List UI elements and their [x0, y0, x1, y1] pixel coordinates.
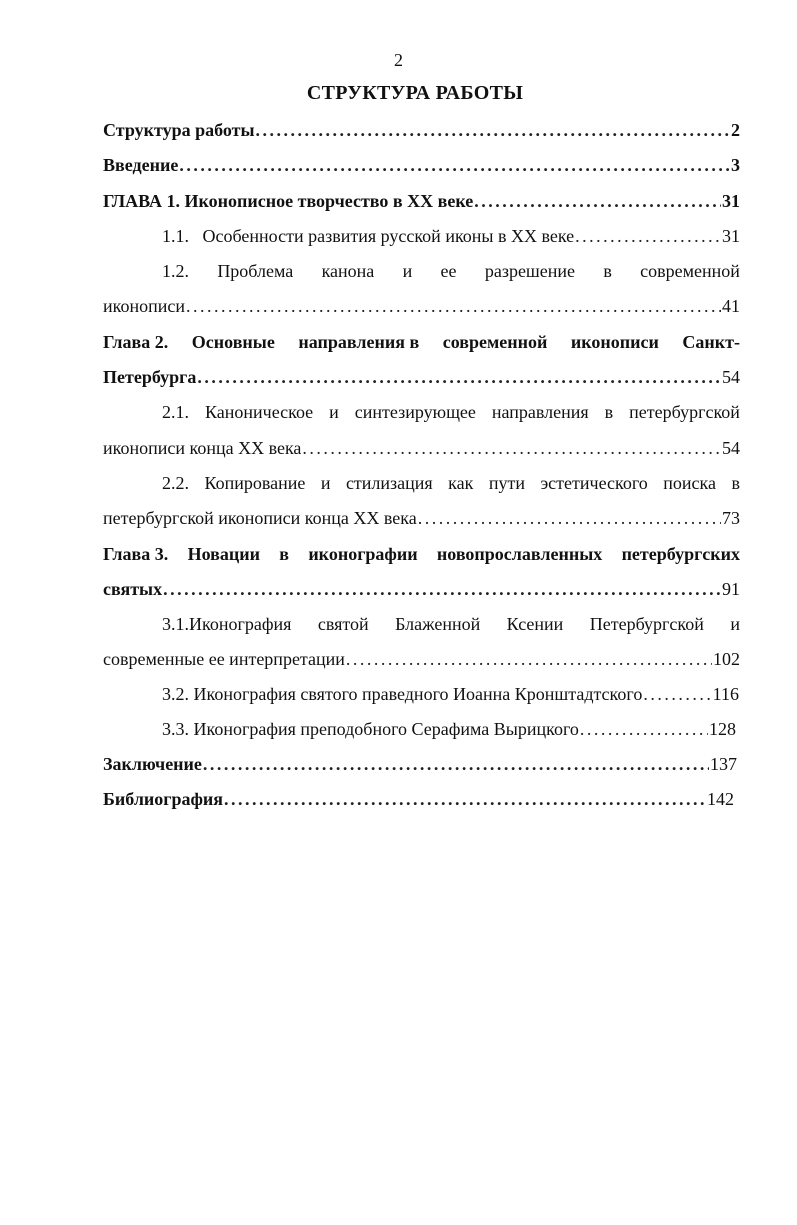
toc-entry-title: ГЛАВА 1. Иконописное творчество в XX веке	[103, 191, 474, 211]
toc-page-number: 3	[731, 155, 740, 175]
toc-word: новопрославленных	[436, 544, 603, 564]
toc-word: петербургских	[621, 544, 740, 564]
toc-page-number: 137	[710, 754, 737, 774]
dot-leader	[203, 751, 709, 777]
toc-entry-title: иконописи конца XX века	[103, 438, 302, 458]
toc-word: 3.1.Иконография	[162, 614, 292, 634]
toc-entry-bibliography[interactable]	[103, 786, 734, 812]
toc-word: в	[603, 261, 612, 281]
toc-entry-title: 3.2. Иконография святого праведного Иоанна Кронштадтского	[162, 684, 643, 704]
toc-entry-chapter-1[interactable]	[103, 188, 740, 214]
dot-leader	[197, 364, 721, 390]
toc-entry-chapter-3-line-1[interactable]	[103, 541, 740, 567]
toc-word: в	[731, 473, 740, 493]
toc-entry-title: иконописи	[103, 296, 185, 316]
dot-leader	[418, 505, 721, 531]
toc-word: святой	[317, 614, 369, 634]
toc-word: и	[730, 614, 740, 634]
toc-entry-title: Библиография	[103, 789, 224, 809]
toc-page-number: 142	[707, 789, 734, 809]
toc-word: и	[402, 261, 413, 281]
toc-entry-section-3-2[interactable]	[162, 681, 739, 707]
toc-word: Глава 3.	[103, 544, 169, 564]
toc-entry-section-1-2-line-2[interactable]	[103, 293, 740, 319]
toc-word: ее	[440, 261, 457, 281]
toc-entry-intro[interactable]	[103, 152, 740, 178]
toc-entry-chapter-3-line-2[interactable]	[103, 576, 740, 602]
toc-word: в	[604, 402, 614, 422]
toc-page-number: 73	[722, 508, 740, 528]
toc-entry-section-3-1-line-1[interactable]	[162, 611, 740, 637]
toc-entry-title: 3.3. Иконография преподобного Серафима Вырицкого	[162, 719, 579, 739]
toc-word: Блаженной	[395, 614, 481, 634]
toc-word: поиска	[663, 473, 716, 493]
dot-leader	[163, 576, 721, 602]
dot-leader	[346, 646, 712, 672]
toc-entry-section-3-3[interactable]	[162, 716, 736, 742]
page-title: СТРУКТУРА РАБОТЫ	[306, 82, 524, 104]
toc-word: направления	[491, 402, 589, 422]
toc-entry-section-2-1-line-2[interactable]	[103, 435, 740, 461]
toc-word: пути	[488, 473, 525, 493]
toc-word: Глава 2.	[103, 332, 169, 352]
toc-word: иконописи	[570, 332, 659, 352]
toc-entry-title: Введение	[103, 155, 179, 175]
toc-word: в	[279, 544, 289, 564]
toc-word: Копирование	[204, 473, 306, 493]
toc-word: 2.2.	[162, 473, 189, 493]
toc-word: современной	[640, 261, 740, 281]
toc-page-number: 54	[722, 438, 740, 458]
dot-leader	[256, 117, 730, 143]
dot-leader	[179, 152, 730, 178]
toc-word: Основные	[191, 332, 275, 352]
toc-entry-structure[interactable]	[103, 117, 740, 143]
toc-entry-title: петербургской иконописи конца XX века	[103, 508, 417, 528]
toc-entry-section-2-2-line-2[interactable]	[103, 505, 740, 531]
toc-page-number: 2	[731, 120, 740, 140]
toc-entry-section-1-2-line-1[interactable]	[162, 258, 740, 284]
dot-leader	[186, 293, 721, 319]
toc-word: 2.1.	[162, 402, 189, 422]
toc-entry-section-1-1[interactable]	[162, 223, 740, 249]
toc-entry-title: современные ее интерпретации	[103, 649, 345, 669]
dot-leader	[580, 716, 708, 742]
toc-entry-section-2-1-line-1[interactable]	[162, 399, 740, 425]
toc-word: Петербургской	[589, 614, 704, 634]
toc-page-number: 91	[722, 579, 740, 599]
toc-word: канона	[321, 261, 375, 281]
toc-entry-title: Петербурга	[103, 367, 197, 387]
toc-entry-title: святых	[103, 579, 163, 599]
toc-word: стилизация	[345, 473, 433, 493]
toc-entry-title: Структура работы	[103, 120, 255, 140]
dot-leader	[224, 786, 706, 812]
toc-page-number: 116	[712, 684, 739, 704]
toc-word: Проблема	[217, 261, 294, 281]
toc-word: как	[448, 473, 474, 493]
toc-word: Новации	[187, 544, 260, 564]
toc-page-number: 128	[709, 719, 736, 739]
toc-word: иконографии	[308, 544, 418, 564]
dot-leader	[302, 435, 721, 461]
toc-page-number: 31	[722, 191, 740, 211]
dot-leader	[474, 188, 721, 214]
toc-word: современной	[442, 332, 548, 352]
page-number: 2	[394, 50, 403, 70]
toc-page-number: 102	[713, 649, 740, 669]
toc-word: синтезирующее	[354, 402, 476, 422]
toc-word: и	[329, 402, 339, 422]
toc-entry-title: Заключение	[103, 754, 202, 774]
toc-word: 1.2.	[162, 261, 189, 281]
toc-entry-section-3-1-line-2[interactable]	[103, 646, 740, 672]
toc-entry-title: 1.1. Особенности развития русской иконы в XX веке	[162, 226, 575, 246]
toc-page-number: 54	[722, 367, 740, 387]
dot-leader	[643, 681, 711, 707]
toc-entry-chapter-2-line-1[interactable]	[103, 329, 740, 355]
toc-page-number: 41	[722, 296, 740, 316]
toc-entry-conclusion[interactable]	[103, 751, 737, 777]
toc-word: Каноническое	[204, 402, 314, 422]
toc-word: петербургской	[629, 402, 740, 422]
toc-entry-section-2-2-line-1[interactable]	[162, 470, 740, 496]
toc-word: Ксении	[506, 614, 564, 634]
toc-word: эстетического	[540, 473, 648, 493]
toc-word: направления в	[298, 332, 420, 352]
toc-entry-chapter-2-line-2[interactable]	[103, 364, 740, 390]
toc-word: разрешение	[484, 261, 576, 281]
dot-leader	[575, 223, 721, 249]
toc-word: Санкт-	[682, 332, 740, 352]
toc-page-number: 31	[722, 226, 740, 246]
toc-word: и	[320, 473, 331, 493]
